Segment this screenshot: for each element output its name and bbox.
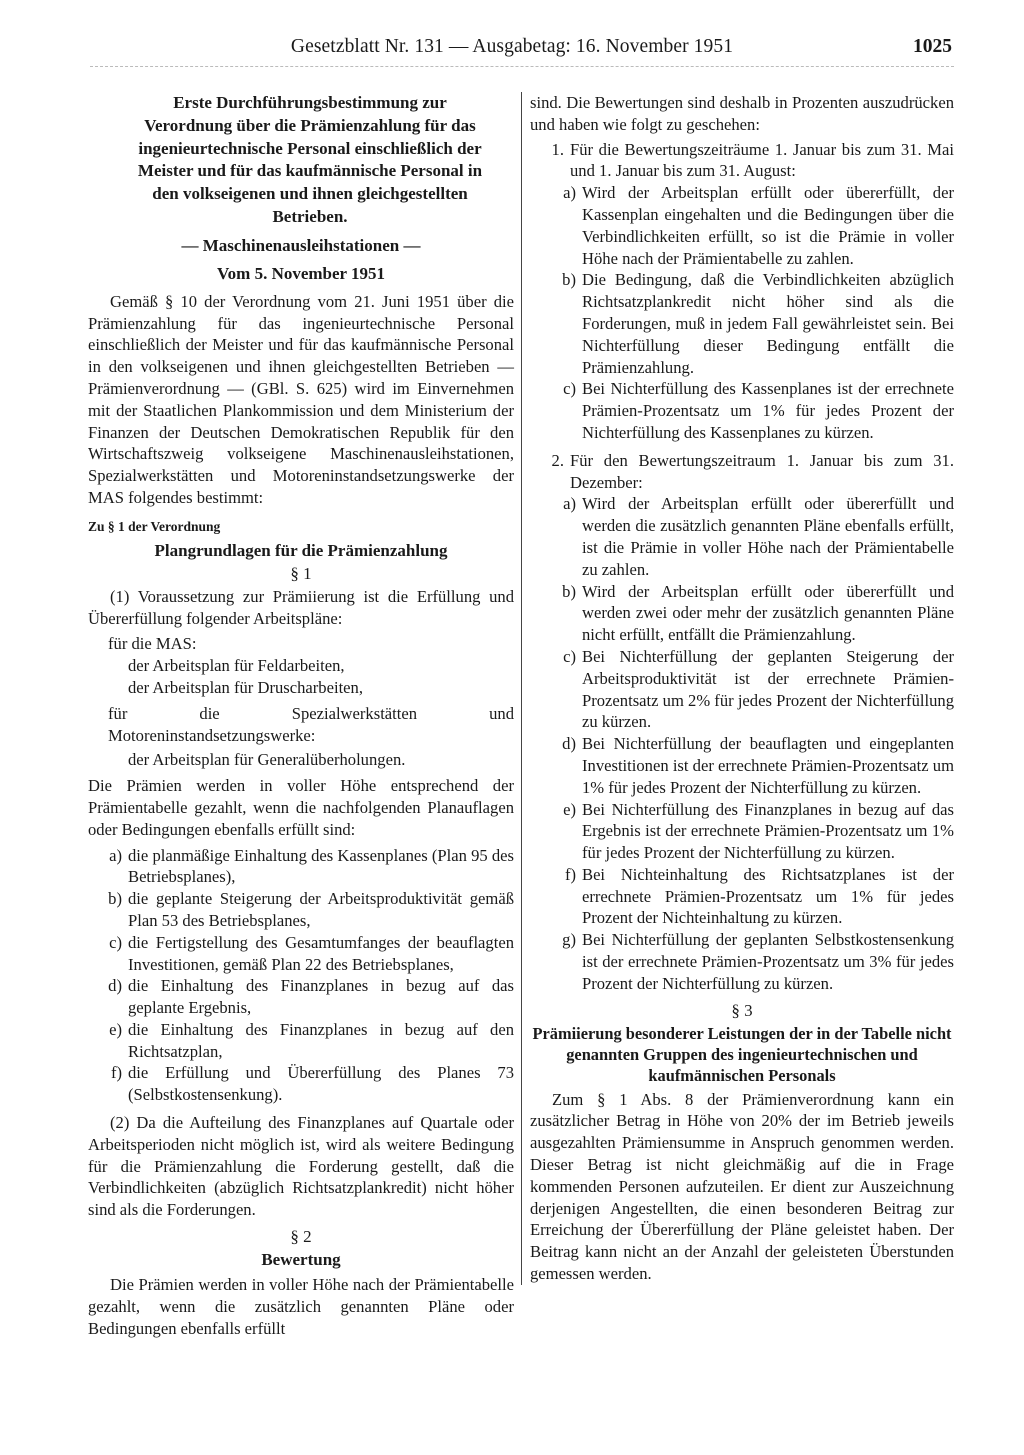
- list-item: f) Bei Nichteinhaltung des Richtsatzplanes ist der errechnete Prämien-Prozentsatz um 1% für jedes Prozent der Nichteinhaltung zu kürzen.: [564, 864, 954, 928]
- paragraph-1-text: (1) Voraussetzung zur Prämiierung ist die Erfüllung und Übererfüllung folgender Arbeitspläne:: [88, 586, 514, 628]
- praemien-paragraph: Die Prämien werden in voller Höhe entsprechend der Prämientabelle gezahlt, wenn die nachfolgenden Planauflagen oder Bedingungen ebenfalls erfüllt sind:: [88, 776, 514, 839]
- list-item: e) die Einhaltung des Finanzplanes in bezug auf den Richtsatzplan,: [109, 1019, 514, 1061]
- intro-paragraph: Gemäß § 10 der Verordnung vom 21. Juni 1951 über die Prämienzahlung für das ingenieurtechnische Personal einschließlich der Meister und für das kaufmännische Personal in den volkseigenen und ihnen gleichgestellten Betrieben — Prämienverordnung — (GBl. S. 625) wird im Einvernehmen mit der Staatlichen Plankommission und dem Ministerium der Finanzen der Deutschen Demokratischen Republik für den Wirtschaftszweig volkseigene Maschinenausleihstationen, Spezialwerkstätten und Motoreninstandsetzungswerke der MAS folgendes bestimmt:: [88, 291, 514, 507]
- header-rule: [90, 66, 954, 67]
- plan-generalueberholungen: der Arbeitsplan für Generalüberholungen.: [128, 750, 406, 770]
- column-divider: [521, 92, 522, 1285]
- plan-feldarbeiten: der Arbeitsplan für Feldarbeiten,: [128, 656, 345, 676]
- list-item: d) die Einhaltung des Finanzplanes in bezug auf das geplante Ergebnis,: [108, 976, 514, 1018]
- list-item: e) Bei Nichterfüllung des Finanzplanes in bezug auf das Ergebnis ist der errechnete Prämien-Prozentsatz um 1% für jedes Prozent der Nichterfüllung zu kürzen.: [563, 799, 954, 863]
- page-number: 1025: [913, 36, 952, 57]
- paragraph-3-title: Prämiierung besonderer Leistungen der in der Tabelle nicht genannten Gruppen des ingenieurtechnischen und kaufmännischen Personals: [532, 1023, 952, 1085]
- right-column: [530, 92, 954, 1285]
- list-item: a) die planmäßige Einhaltung des Kassenplanes (Plan 95 des Betriebsplanes),: [109, 845, 514, 887]
- fuer-spezial-label: für die Spezialwerkstätten und Motoreninstandsetzungswerke:: [108, 703, 514, 745]
- period-2-sublist: [530, 493, 954, 994]
- decree-heading: Erste Durchführungsbestimmung zur Verordnung über die Prämienzahlung für das ingenieurtechnische Personal einschließlich der Meister und für das kaufmännische Personal in den volkseigenen und ihnen gleichgestellten Betrieben.: [137, 93, 483, 226]
- left-column: [88, 92, 514, 1339]
- zu-section-label: Zu § 1 der Verordnung: [88, 518, 221, 534]
- list-item: g) Bei Nichterfüllung der geplanten Selbstkostensenkung ist der errechnete Prämien-Prozentsatz um 3% für jedes Prozent der Nichterfüllung zu kürzen.: [562, 930, 954, 993]
- paragraph-3-text: Zum § 1 Abs. 8 der Prämienverordnung kann ein zusätzlicher Betrag in Höhe von 20% der im Betrieb jeweils ausgezahlten Prämiensumme in Anspruch genommen werden. Dieser Betrag ist nicht gleichmäßig auf die in Frage kommenden Personen aufzuteilen. Er dient zur Auszeichnung derjenigen Angestellten, die einen besonderen Beitrag zur Erreichung der Übererfüllung der Pläne geleistet haben. Der Beitrag kann nicht an der Anzahl der geleisteten Überstunden gemessen werden.: [530, 1089, 954, 1284]
- list-item: d) Bei Nichterfüllung der beauflagten und eingeplanten Investitionen ist der errechnete Prämien-Prozentsatz um 1% für jedes Prozent der Nichterfüllung zu kürzen.: [562, 734, 954, 797]
- list-item: b) Die Bedingung, daß die Verbindlichkeiten abzüglich Richtsatzplankredit nicht höher sind als die Forderungen, muß in jedem Fall gewährleistet sein. Bei Nichterfüllung dieser Bedingung entfällt die Prämienzahlung.: [562, 270, 954, 377]
- list-item: c) Bei Nichterfüllung der geplanten Steigerung der Arbeitsproduktivität ist der errechnete Prämien-Prozentsatz um 2% für jedes Prozent der Nichterfüllung zu kürzen.: [563, 646, 954, 732]
- decree-subheading: — Maschinenausleihstationen —: [181, 235, 421, 255]
- decree-date: Vom 5. November 1951: [216, 263, 386, 283]
- section-title: Plangrundlagen für die Prämienzahlung: [154, 540, 448, 560]
- paragraph-1-abs-2: (2) Da die Aufteilung des Finanzplanes auf Quartale oder Arbeitsperioden nicht möglich ist, wird als weitere Bedingung für die Prämienzahlung die Forderung gestellt, daß die Verbindlichkeiten (abzüglich Richtsatzplankredit) nicht höher sind als die Forderungen.: [88, 1113, 514, 1220]
- list-item: b) die geplante Steigerung der Arbeitsproduktivität gemäß Plan 53 des Betriebsplanes,: [108, 889, 514, 930]
- list-item: b) Wird der Arbeitsplan erfüllt oder übererfüllt und werden zwei oder mehr der zusätzlich genannten Pläne nicht erfüllt, entfällt die Prämienzahlung.: [562, 581, 954, 645]
- fuer-mas-label: für die MAS:: [108, 634, 197, 654]
- period-1-item: 1. Für die Bewertungszeiträume 1. Januar bis zum 31. Mai und 1. Januar bis zum 31. August:: [551, 139, 954, 181]
- gazette-header-title: Gesetzblatt Nr. 131 — Ausgabetag: 16. November 1951: [290, 36, 734, 57]
- list-item: a) Wird der Arbeitsplan erfüllt oder übererfüllt und werden die zusätzlich genannten Pläne ebenfalls erfüllt, ist die Prämie in voller Höhe nach der Prämientabelle zu zahlen.: [563, 494, 954, 579]
- bewertung-paragraph: Die Prämien werden in voller Höhe nach der Prämientabelle gezahlt, wenn die zusätzlich genannten Pläne oder Bedingungen ebenfalls erfüllt: [88, 1275, 514, 1338]
- list-item: a) Wird der Arbeitsplan erfüllt oder übererfüllt, der Kassenplan eingehalten und die Bedingungen über die Verbindlichkeiten erfüllt, so ist die Prämie in voller Höhe nach der Prämientabelle zu zahlen.: [563, 183, 954, 268]
- period-1-sublist: [530, 182, 954, 444]
- paragraph-3-sign: § 3: [731, 1000, 753, 1020]
- plan-druscharbeiten: der Arbeitsplan für Druscharbeiten,: [128, 677, 363, 697]
- page-header: [70, 34, 954, 64]
- list-item: f) die Erfüllung und Übererfüllung des Planes 73 (Selbstkostensenkung).: [110, 1063, 514, 1105]
- list-item: c) Bei Nichterfüllung des Kassenplanes ist der errechnete Prämien-Prozentsatz um 1% für jedes Prozent der Nichterfüllung des Kassenplanes zu kürzen.: [563, 379, 954, 442]
- period-2-item: 2. Für den Bewertungszeitraum 1. Januar bis zum 31. Dezember:: [551, 450, 954, 492]
- conditions-list: [88, 845, 514, 1107]
- paragraph-2-title: Bewertung: [261, 1250, 341, 1270]
- list-item: c) die Fertigstellung des Gesamtumfanges der beauflagten Investitionen, gemäß Plan 22 des Betriebsplanes,: [109, 932, 514, 974]
- paragraph-1-sign: § 1: [290, 563, 312, 583]
- paragraph-2-sign: § 2: [290, 1227, 312, 1247]
- bewertung-continuation: sind. Die Bewertungen sind deshalb in Prozenten auszudrücken und haben wie folgt zu geschehen:: [530, 93, 954, 134]
